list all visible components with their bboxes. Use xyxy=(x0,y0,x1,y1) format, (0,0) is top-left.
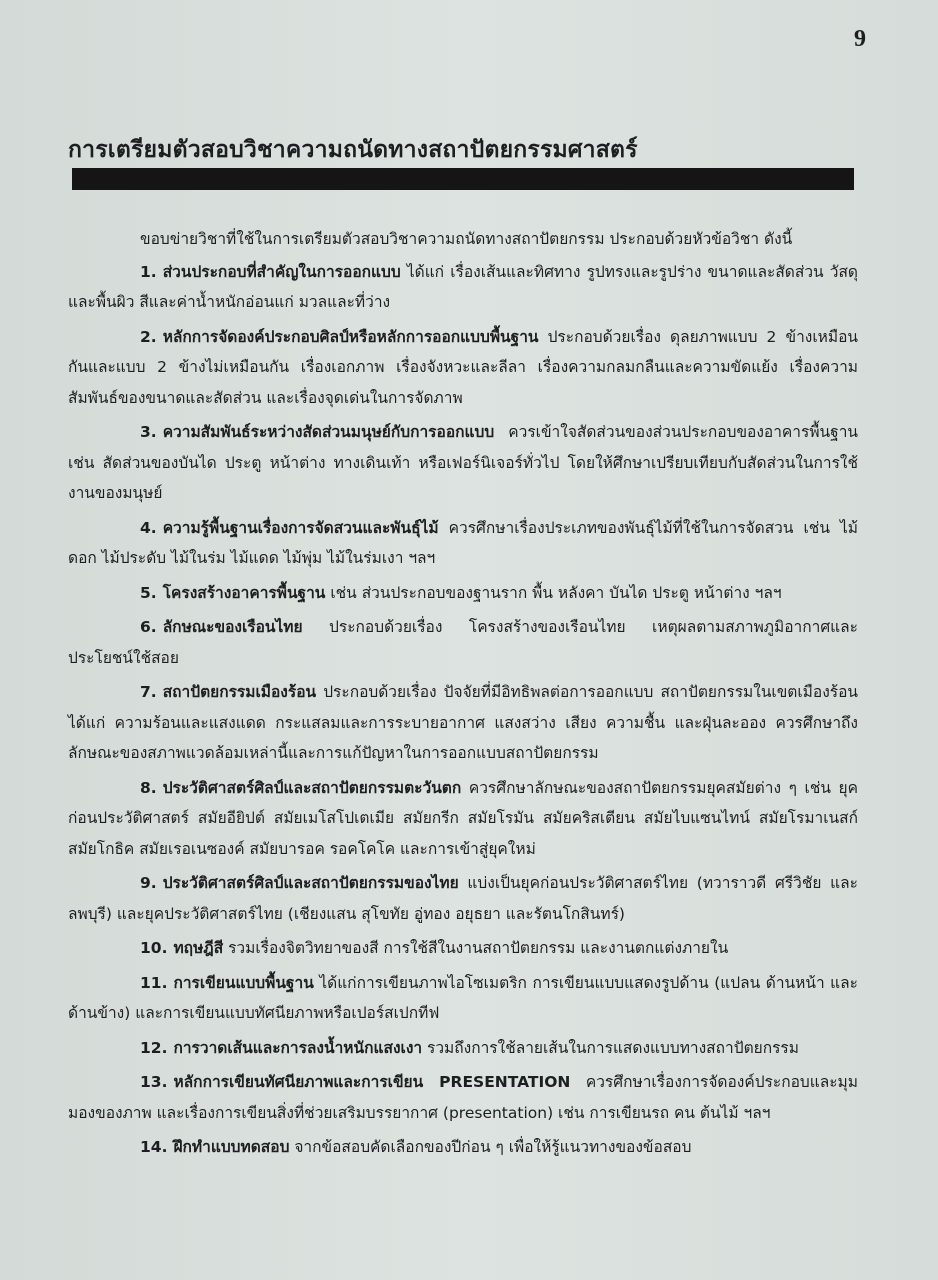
topic-item xyxy=(68,677,858,769)
topic-description: จากข้อสอบคัดเลือกของปีก่อน ๆ เพื่อให้รู้แนวทางของข้อสอบ xyxy=(289,1138,692,1156)
topic-description: ควรศึกษาลักษณะของสถาปัตยกรรมยุคสมัยต่าง ๆ เช่น ยุคก่อนประวัติศาสตร์ สมัยอียิปต์ สมัยเมโสโปเตเมีย สมัยกรีก สมัยโรมัน สมัยคริสเตียน สมัยไบแซนไทน์ สมัยโรมาเนสก์ สมัยโกธิค สมัยเรอเนซองค์ สมัยบารอค รอคโคโค และการเข้าสู่ยุคใหม่ xyxy=(68,778,858,858)
topic-number: 6. xyxy=(140,618,157,636)
topic-item xyxy=(68,257,858,318)
topic-description: ประกอบด้วยเรื่อง ปัจจัยที่มีอิทธิพลต่อการออกแบบ สถาปัตยกรรมในเขตเมืองร้อน ได้แก่ ความร้อนและแสงแดด กระแสลมและการระบายอากาศ แสงสว่าง เสียง ความชื้น และฝุ่นละออง ควรศึกษาถึงลักษณะของสภาพแวดล้อมเหล่านี้และการแก้ปัญหาในการออกแบบสถาปัตยกรรม xyxy=(68,683,858,762)
topic-number: 2. xyxy=(140,327,157,346)
topic-item xyxy=(68,1132,858,1163)
topic-description: ได้แก่ เรื่องเส้นและทิศทาง รูปทรงและรูปร่าง ขนาดและสัดส่วน วัสดุและพื้นผิว สีและค่าน้ำหนักอ่อนแก่ มวลและที่ว่าง xyxy=(68,262,858,311)
topic-heading: ทฤษฎีสี xyxy=(173,939,224,957)
topic-heading: การเขียนแบบพื้นฐาน xyxy=(173,973,314,992)
topic-heading: สถาปัตยกรรมเมืองร้อน xyxy=(162,683,317,701)
page-number: 9 xyxy=(854,26,866,52)
topic-number: 12. xyxy=(140,1038,168,1057)
topic-item xyxy=(68,1033,858,1064)
topic-item xyxy=(68,868,858,929)
topic-number: 5. xyxy=(140,583,157,602)
topic-item xyxy=(68,1067,858,1128)
topic-heading: ประวัติศาสตร์ศิลป์และสถาปัตยกรรมตะวันตก xyxy=(162,778,462,797)
topic-item xyxy=(68,513,858,574)
intro-paragraph: ขอบข่ายวิชาที่ใช้ในการเตรียมตัวสอบวิชาความถนัดทางสถาปัตยกรรม ประกอบด้วยหัวข้อวิชา ดังนี้ xyxy=(140,230,793,248)
topic-heading: ประวัติศาสตร์ศิลป์และสถาปัตยกรรมของไทย xyxy=(162,874,459,892)
topic-description: รวมถึงการใช้ลายเส้นในการแสดงแบบทางสถาปัตยกรรม xyxy=(422,1038,799,1057)
topic-description: ประกอบด้วยเรื่อง โครงสร้างของเรือนไทย เหตุผลตามสภาพภูมิอากาศและประโยชน์ใช้สอย xyxy=(68,618,858,667)
topic-number: 3. xyxy=(140,423,157,441)
topic-item xyxy=(68,773,858,865)
topic-description: เช่น ส่วนประกอบของฐานราก พื้น หลังคา บันได ประตู หน้าต่าง ฯลฯ xyxy=(325,583,782,602)
topic-heading: ส่วนประกอบที่สำคัญในการออกแบบ xyxy=(162,262,401,281)
topic-description: ควรเข้าใจสัดส่วนของส่วนประกอบของอาคารพื้นฐาน เช่น สัดส่วนของบันได ประตู หน้าต่าง ทางเดินเท้า หรือเฟอร์นิเจอร์ทั่วไป โดยให้ศึกษาเปรียบเทียบกับสัดส่วนในการใช้งานของมนุษย์ xyxy=(68,423,858,502)
page-title: การเตรียมตัวสอบวิชาความถนัดทางสถาปัตยกรรมศาสตร์ xyxy=(68,137,638,163)
topic-heading: การวาดเส้นและการลงน้ำหนักแสงเงา xyxy=(173,1038,423,1057)
document-body xyxy=(68,224,858,1167)
topic-number: 4. xyxy=(140,518,157,537)
topic-item xyxy=(68,417,858,509)
topic-description: แบ่งเป็นยุคก่อนประวัติศาสตร์ไทย (ทวาราวดี ศรีวิชัย และลพบุรี) และยุคประวัติศาสตร์ไทย (เชียงแสน สุโขทัย อู่ทอง อยุธยา และรัตนโกสินทร์) xyxy=(68,874,858,923)
topic-item xyxy=(68,933,858,964)
topic-number: 14. xyxy=(140,1138,168,1156)
topic-item xyxy=(68,578,858,609)
topic-number: 13. xyxy=(140,1073,168,1091)
topic-description: รวมเรื่องจิตวิทยาของสี การใช้สีในงานสถาปัตยกรรม และงานตกแต่งภายใน xyxy=(223,939,729,957)
topic-heading: ลักษณะของเรือนไทย xyxy=(162,618,303,636)
topic-item xyxy=(68,968,858,1029)
topic-heading: ความรู้พื้นฐานเรื่องการจัดสวนและพันธุ์ไม้ xyxy=(162,518,439,537)
title-divider-bar xyxy=(72,168,854,190)
topic-list xyxy=(68,257,858,1163)
topic-number: 1. xyxy=(140,262,157,281)
topic-description: ประกอบด้วยเรื่อง ดุลยภาพแบบ 2 ข้างเหมือนกันและแบบ 2 ข้างไม่เหมือนกัน เรื่องเอกภาพ เรื่องจังหวะและลีลา เรื่องความกลมกลืนและความขัดแย้ง เรื่องความสัมพันธ์ของขนาดและสัดส่วน และเรื่องจุดเด่นในการจัดภาพ xyxy=(68,327,858,407)
topic-item xyxy=(68,322,858,414)
topic-item xyxy=(68,612,858,673)
topic-heading: ฝึกทำแบบทดสอบ xyxy=(173,1138,290,1156)
topic-description: ได้แก่การเขียนภาพไอโซเมตริก การเขียนแบบแสดงรูปด้าน (แปลน ด้านหน้า และด้านข้าง) และการเขียนแบบทัศนียภาพหรือเปอร์สเปกทีฟ xyxy=(68,973,858,1022)
topic-heading: หลักการเขียนทัศนียภาพและการเขียน PRESENTATION xyxy=(173,1073,571,1091)
topic-number: 9. xyxy=(140,874,157,892)
topic-number: 11. xyxy=(140,973,168,992)
topic-heading: หลักการจัดองค์ประกอบศิลป์หรือหลักการออกแบบพื้นฐาน xyxy=(162,327,539,346)
topic-description: ควรศึกษาเรื่องการจัดองค์ประกอบและมุมมองของภาพ และเรื่องการเขียนสิ่งที่ช่วยเสริมบรรยากาศ (presentation) เช่น การเขียนรถ คน ต้นไม้ ฯลฯ xyxy=(68,1073,858,1122)
topic-description: ควรศึกษาเรื่องประเภทของพันธุ์ไม้ที่ใช้ในการจัดสวน เช่น ไม้ดอก ไม้ประดับ ไม้ในร่ม ไม้แดด ไม้พุ่ม ไม้ในร่มเงา ฯลฯ xyxy=(68,518,858,567)
topic-heading: โครงสร้างอาคารพื้นฐาน xyxy=(162,583,326,602)
topic-number: 7. xyxy=(140,683,157,701)
topic-number: 10. xyxy=(140,939,168,957)
topic-number: 8. xyxy=(140,778,157,797)
topic-heading: ความสัมพันธ์ระหว่างสัดส่วนมนุษย์กับการออกแบบ xyxy=(162,423,495,441)
